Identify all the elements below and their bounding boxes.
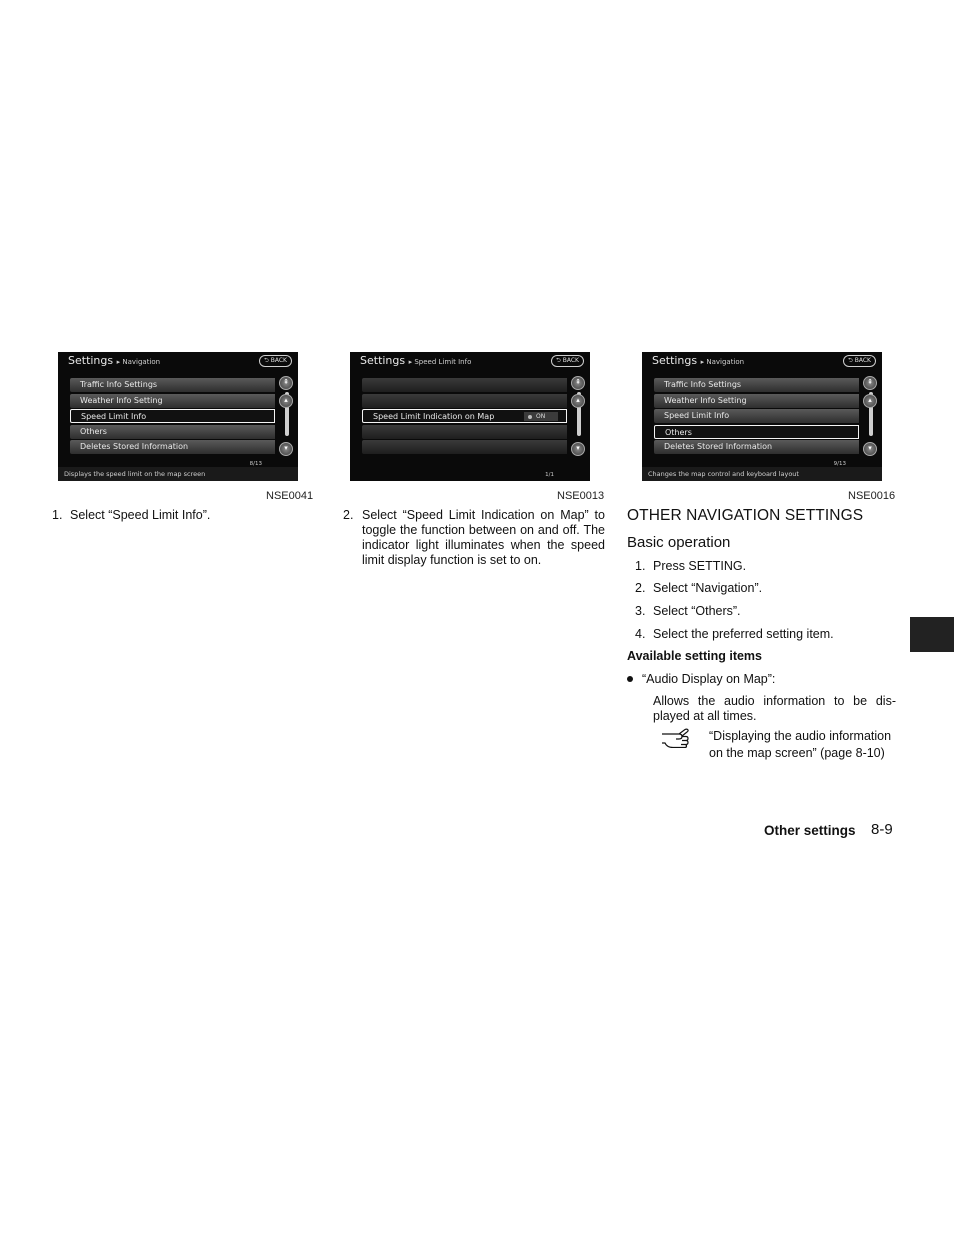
empty-row xyxy=(362,425,567,439)
step-text: Select “Navigation”. xyxy=(653,581,763,595)
scroll-down-icon: ▾ xyxy=(863,442,877,456)
screen-title: Settings ▸ Navigation xyxy=(68,354,161,367)
scroll-up-icon: ▴ xyxy=(279,394,293,408)
text-line: toggle the function between on and off. The xyxy=(362,523,605,537)
scroll-down-icon: ▾ xyxy=(571,442,585,456)
setting-item-name: “Audio Display on Map”: xyxy=(642,672,776,686)
menu-item-traffic-info: Traffic Info Settings xyxy=(70,378,275,392)
menu-item-deletes-stored-info: Deletes Stored Information xyxy=(70,440,275,454)
back-button: ⮌ BACK xyxy=(551,355,584,367)
bullet-icon xyxy=(627,676,633,682)
text-line: on the map screen” (page 8-10) xyxy=(709,746,885,760)
screenshot-navigation-others xyxy=(642,352,882,481)
step-number: 2. xyxy=(635,581,646,595)
page-indicator: 9/13 xyxy=(833,461,846,467)
menu-item-speed-limit-info: Speed Limit Info xyxy=(654,409,859,423)
figure-code: NSE0013 xyxy=(557,490,605,502)
footer-section: Other settings xyxy=(764,823,856,838)
menu-item-others: Others xyxy=(654,425,859,439)
step-number: 4. xyxy=(635,627,646,641)
menu-item-speed-limit-info: Speed Limit Info xyxy=(70,409,275,423)
text-line: played at all times. xyxy=(653,709,757,723)
step-text: Press SETTING. xyxy=(653,559,747,573)
chapter-tab xyxy=(910,617,954,652)
step-text: Select “Speed Limit Info”. xyxy=(70,508,211,522)
screen-title: Settings ▸ Speed Limit Info xyxy=(360,354,472,367)
screen-footer: Displays the speed limit on the map screen xyxy=(58,467,298,481)
page-indicator: 1/1 xyxy=(545,472,554,478)
step-text: Select “Others”. xyxy=(653,604,741,618)
empty-row xyxy=(362,378,567,392)
back-button: ⮌ BACK xyxy=(259,355,292,367)
empty-row xyxy=(362,394,567,408)
pointing-hand-icon xyxy=(661,728,693,748)
screenshot-navigation-settings xyxy=(58,352,298,481)
step-text: Select the preferred setting item. xyxy=(653,627,834,641)
step-number: 2. xyxy=(343,508,354,522)
section-heading: OTHER NAVIGATION SETTINGS xyxy=(627,507,864,524)
menu-item-weather-info: Weather Info Setting xyxy=(70,394,275,408)
text-line: indicator light illuminates when the speed xyxy=(362,538,605,552)
setting-item-description xyxy=(653,694,896,724)
step-number: 3. xyxy=(635,604,646,618)
page-up-icon: ⇞ xyxy=(279,376,293,390)
back-button: ⮌ BACK xyxy=(843,355,876,367)
on-indicator: ON xyxy=(524,412,558,421)
text-line: Select “Speed Limit Indication on Map” to xyxy=(362,508,605,522)
page-up-icon: ⇞ xyxy=(571,376,585,390)
text-line: limit display function is set to on. xyxy=(362,553,542,567)
menu-item-deletes-stored-info: Deletes Stored Information xyxy=(654,440,859,454)
menu-item-weather-info: Weather Info Setting xyxy=(654,394,859,408)
menu-item-speed-limit-indication: Speed Limit Indication on Map ON xyxy=(362,409,567,423)
figure-code: NSE0016 xyxy=(848,490,896,502)
indicator-light-icon xyxy=(528,415,532,419)
screen-footer: Changes the map control and keyboard layout xyxy=(642,467,882,481)
menu-item-others: Others xyxy=(70,425,275,439)
menu-item-traffic-info: Traffic Info Settings xyxy=(654,378,859,392)
screenshot-speed-limit-info xyxy=(350,352,590,481)
text-line: Allows the audio information to be dis- xyxy=(653,694,896,708)
figure-code: NSE0041 xyxy=(266,490,314,502)
empty-row xyxy=(362,440,567,454)
page-indicator: 8/13 xyxy=(249,461,262,467)
step-number: 1. xyxy=(52,508,63,522)
subsection-heading: Basic operation xyxy=(627,534,731,551)
cross-reference xyxy=(709,728,899,762)
step-description xyxy=(362,508,605,568)
scroll-up-icon: ▴ xyxy=(571,394,585,408)
screen-title: Settings ▸ Navigation xyxy=(652,354,745,367)
scroll-down-icon: ▾ xyxy=(279,442,293,456)
text-line: “Displaying the audio information xyxy=(709,729,892,743)
page-number: 8-9 xyxy=(871,821,893,838)
page-up-icon: ⇞ xyxy=(863,376,877,390)
items-heading: Available setting items xyxy=(627,649,762,663)
step-number: 1. xyxy=(635,559,646,573)
scroll-up-icon: ▴ xyxy=(863,394,877,408)
